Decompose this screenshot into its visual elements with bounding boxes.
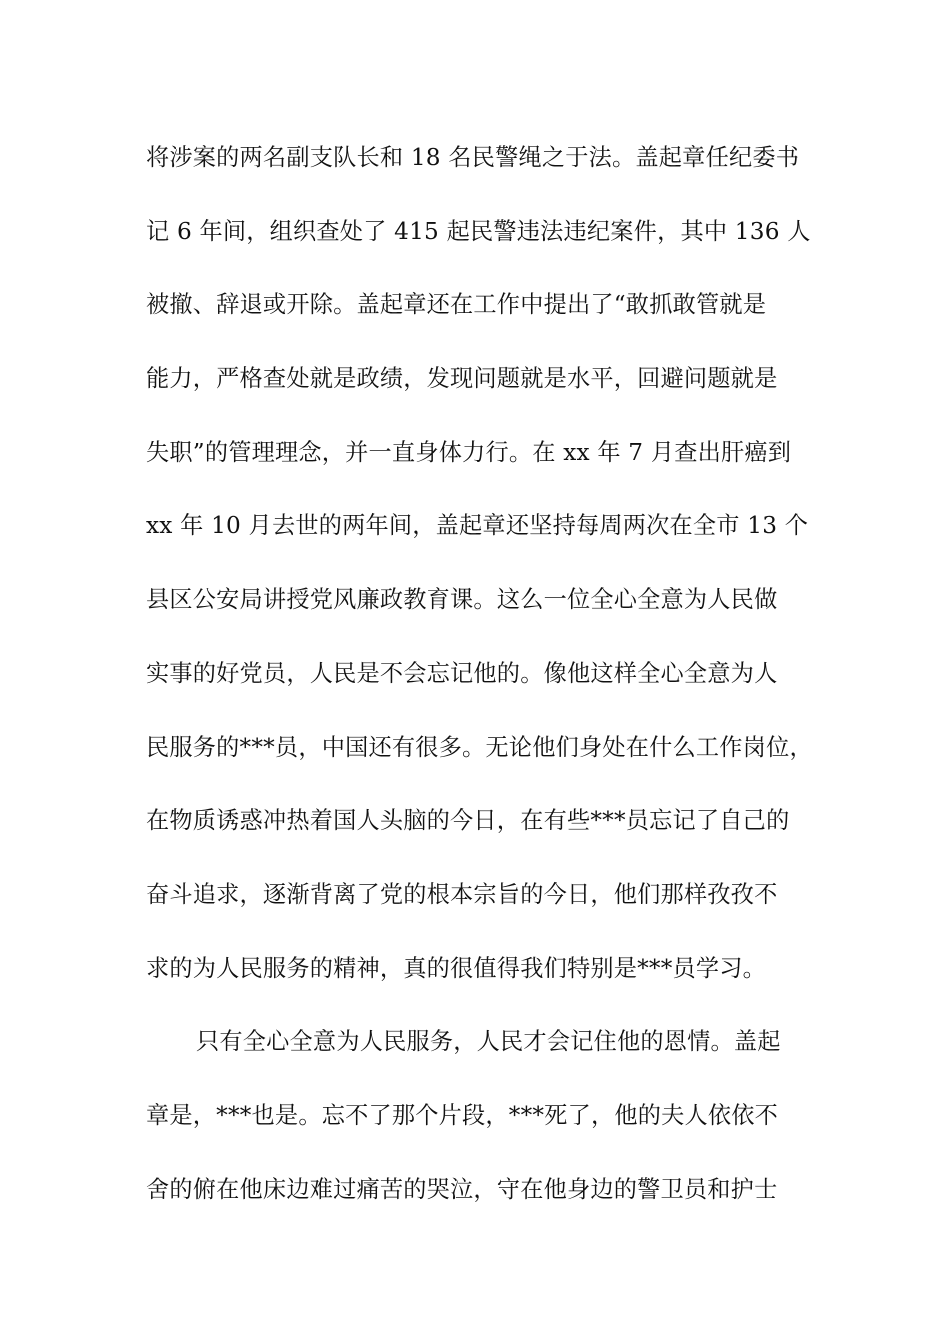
text-line: 舍的俯在他床边难过痛苦的哭泣，守在他身边的警卫员和护士 <box>146 1175 778 1203</box>
text-line: 将涉案的两名副支队长和 18 名民警绳之于法。盖起章任纪委书 <box>146 144 800 171</box>
text-line: 民服务的***员，中国还有很多。无论他们身处在什么工作岗位， <box>146 733 813 761</box>
text-line: 在物质诱惑冲热着国人头脑的今日，在有些***员忘记了自己的 <box>146 807 790 835</box>
text-line: 能力，严格查处就是政绩，发现问题就是水平，回避问题就是 <box>146 365 778 393</box>
text-line: 被撤、辞退或开除。盖起章还在工作中提出了“敢抓敢管就是 <box>146 291 767 319</box>
paragraph-start-line: 只有全心全意为人民服务，人民才会记住他的恩情。盖起 <box>196 1028 781 1056</box>
text-line: 章是，***也是。忘不了那个片段，***死了，他的夫人依依不 <box>146 1101 779 1129</box>
text-line: 奋斗追求，逐渐背离了党的根本宗旨的今日，他们那样孜孜不 <box>146 880 778 908</box>
text-line: 县区公安局讲授党风廉政教育课。这么一位全心全意为人民做 <box>146 586 778 614</box>
text-line: 求的为人民服务的精神，真的很值得我们特别是***员学习。 <box>146 954 767 982</box>
text-line: xx 年 10 月去世的两年间，盖起章还坚持每周两次在全市 13 个 <box>146 512 809 540</box>
body-text <box>146 133 813 1238</box>
text-line: 失职”的管理理念，并一直身体力行。在 xx 年 7 月查出肝癌到 <box>146 438 792 466</box>
text-line: 记 6 年间，组织查处了 415 起民警违法违纪案件，其中 136 人 <box>146 217 811 245</box>
text-line: 实事的好党员，人民是不会忘记他的。像他这样全心全意为人 <box>146 659 778 687</box>
